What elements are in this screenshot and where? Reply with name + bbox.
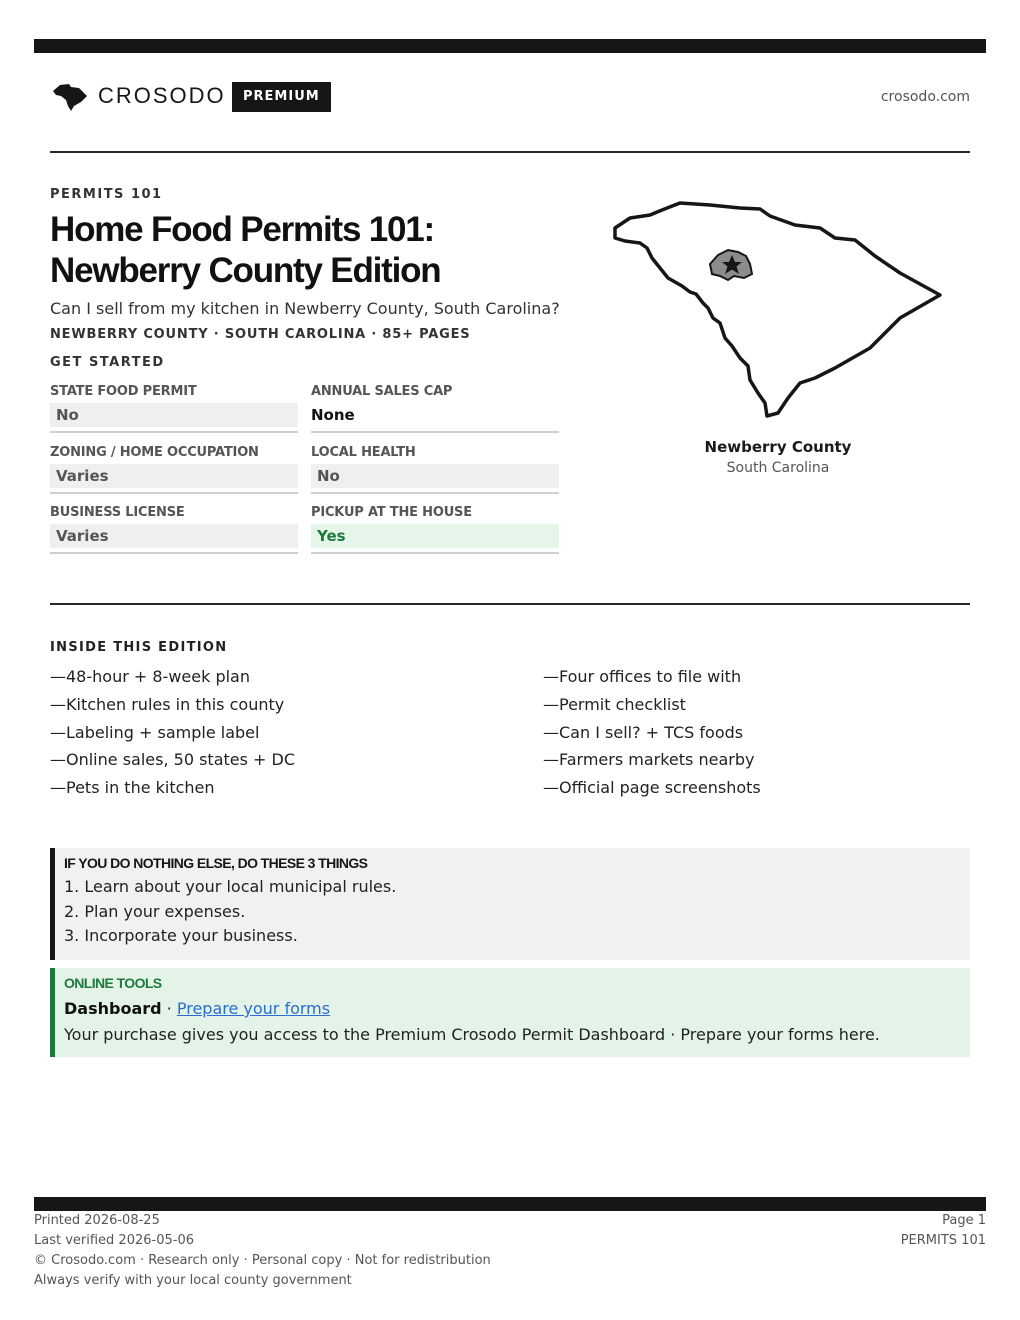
section-kicker: PERMITS 101 — [50, 187, 163, 202]
state-outline — [615, 203, 940, 416]
callout-item: 2. Plan your expenses. — [64, 901, 246, 921]
tools-links-line — [64, 998, 970, 1024]
toc-item: —Online sales, 50 states + DC — [50, 750, 296, 770]
tools-description: Your purchase gives you access to the Premium Crosodo Permit Dashboard · Prepare your forms here. — [64, 1025, 880, 1044]
brand-name: CROSODO — [98, 83, 226, 108]
header-divider — [50, 151, 970, 153]
fact-label: LOCAL HEALTH — [311, 445, 416, 460]
south-carolina-state-icon — [52, 82, 88, 112]
fact-label: ZONING / HOME OCCUPATION — [50, 445, 259, 460]
title-line-1: Home Food Permits 101: — [50, 210, 434, 249]
fact-zoning — [50, 444, 298, 494]
tools-heading: ONLINE TOOLS — [64, 975, 162, 991]
verify-disclaimer: Always verify with your local county government — [34, 1273, 352, 1288]
fact-underline — [311, 431, 559, 433]
fact-label: ANNUAL SALES CAP — [311, 384, 453, 399]
bottom-bar — [34, 1197, 986, 1211]
callout-item: 1. Learn about your local municipal rules. — [64, 877, 397, 896]
footer-right — [901, 1212, 986, 1252]
priority-callout — [50, 848, 970, 960]
page-subtitle: Can I sell from my kitchen in Newberry County, South Carolina? — [50, 299, 560, 318]
fact-label: BUSINESS LICENSE — [50, 505, 185, 520]
callout-heading: IF YOU DO NOTHING ELSE, DO THESE 3 THINGS — [64, 855, 368, 871]
footer-left — [34, 1212, 491, 1292]
fact-value: Yes — [311, 524, 559, 548]
fact-local-health — [311, 444, 559, 494]
copyright-notice: © Crosodo.com · Research only · Personal copy · Not for redistribution — [34, 1253, 491, 1268]
verified-date: Last verified 2026-05-06 — [34, 1233, 194, 1248]
callout-item: 3. Incorporate your business. — [64, 926, 298, 945]
toc-right — [543, 666, 761, 805]
tools-separator: · — [161, 999, 177, 1018]
toc-item: —Official page screenshots — [543, 778, 761, 797]
fact-underline — [311, 552, 559, 554]
fact-underline — [50, 552, 298, 554]
site-url[interactable]: crosodo.com — [880, 89, 970, 105]
fact-annual-sales-cap — [311, 383, 559, 433]
footer-section: PERMITS 101 — [900, 1233, 986, 1248]
toc-item: —Kitchen rules in this county — [50, 694, 285, 714]
toc-item: —48-hour + 8-week plan — [50, 667, 250, 686]
fact-value: No — [311, 464, 559, 488]
prepare-forms-link[interactable]: Prepare your forms — [176, 999, 331, 1018]
fact-value: Varies — [50, 464, 298, 488]
fact-pickup — [311, 504, 559, 554]
top-bar — [34, 39, 986, 53]
get-started-heading: GET STARTED — [50, 355, 165, 370]
fact-state-food-permit — [50, 383, 298, 433]
fact-underline — [311, 492, 559, 494]
page-number: Page 1 — [942, 1213, 986, 1228]
edition-meta: NEWBERRY COUNTY · SOUTH CAROLINA · 85+ PAGES — [50, 327, 471, 342]
printed-date: Printed 2026-08-25 — [34, 1213, 160, 1228]
fact-value: No — [50, 403, 298, 427]
fact-underline — [50, 492, 298, 494]
dashboard-label: Dashboard — [64, 999, 162, 1018]
online-tools-box — [50, 968, 970, 1057]
fact-value: None — [311, 406, 355, 424]
title-line-2: Newberry County Edition — [50, 251, 441, 290]
toc-item: —Four offices to file with — [543, 667, 742, 686]
premium-badge: PREMIUM — [232, 82, 331, 112]
toc-item: —Farmers markets nearby — [543, 750, 755, 770]
fact-business-license — [50, 504, 298, 554]
toc-item: —Can I sell? + TCS foods — [543, 722, 744, 742]
fact-value: Varies — [50, 524, 298, 548]
header — [50, 80, 970, 114]
section-divider — [50, 603, 970, 605]
fact-label: PICKUP AT THE HOUSE — [311, 505, 472, 520]
map-county-label: Newberry County — [704, 438, 852, 456]
toc-item: —Pets in the kitchen — [50, 778, 215, 797]
state-map — [610, 198, 946, 420]
fact-underline — [50, 431, 298, 433]
inside-heading: INSIDE THIS EDITION — [50, 640, 228, 655]
toc-left — [50, 666, 295, 805]
toc-item: —Permit checklist — [543, 694, 686, 714]
page-title — [50, 209, 590, 291]
toc-item: —Labeling + sample label — [50, 722, 260, 742]
fact-label: STATE FOOD PERMIT — [50, 384, 197, 399]
map-state-label: South Carolina — [726, 460, 830, 476]
